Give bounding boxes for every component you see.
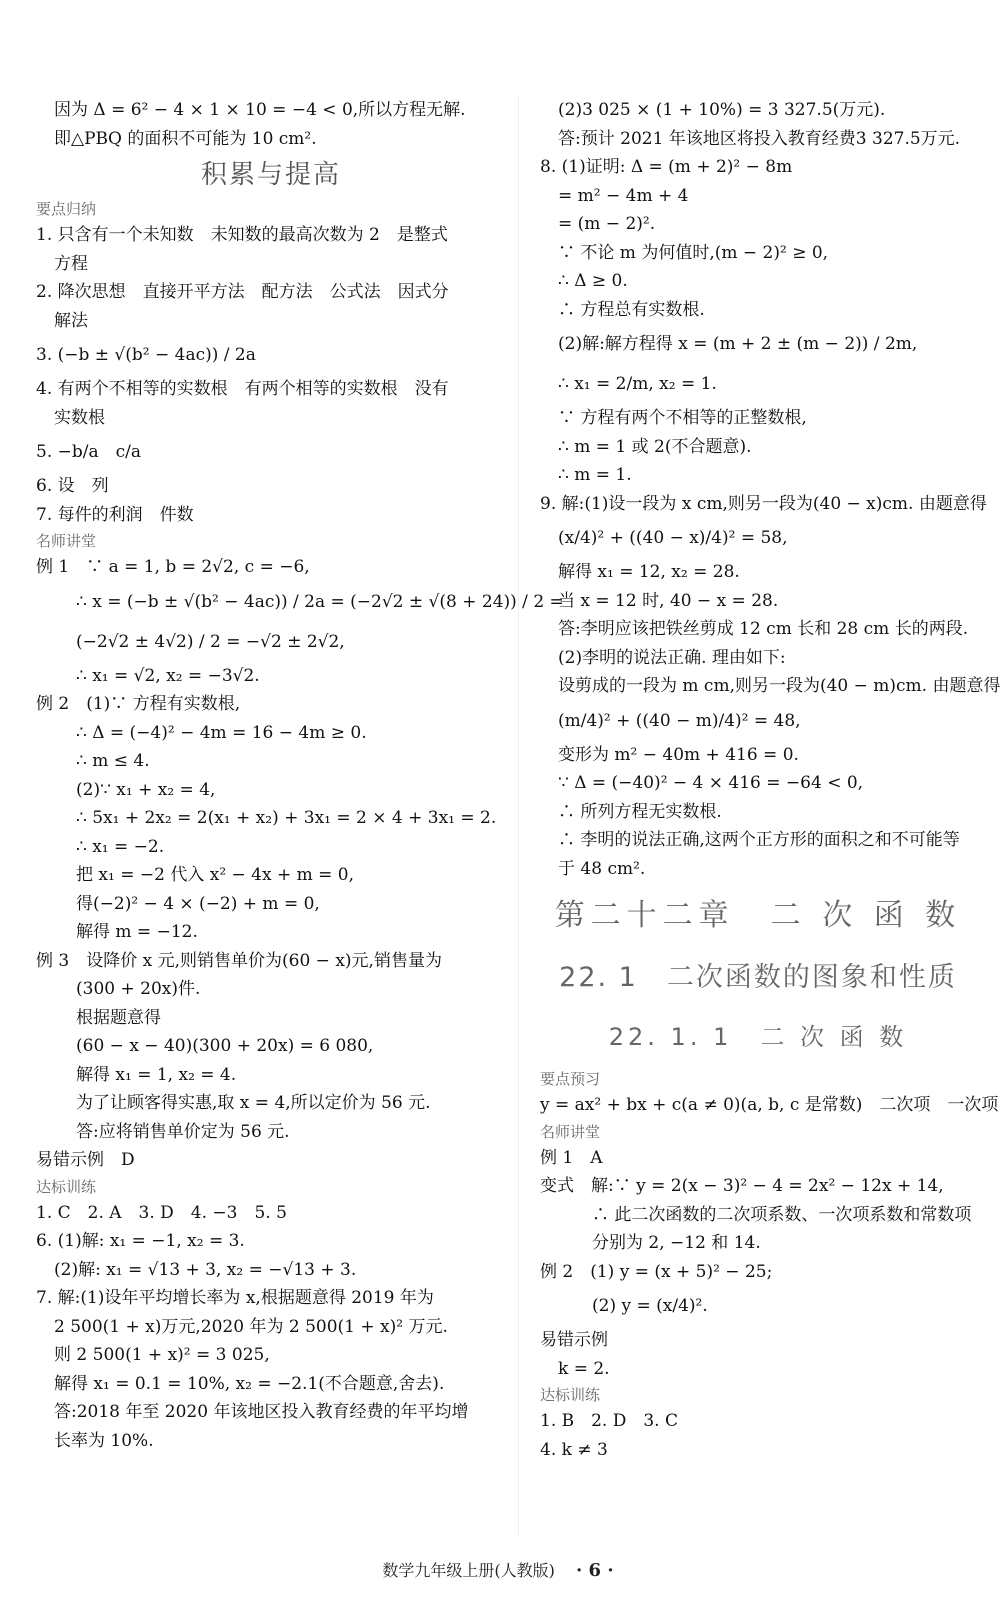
text-line: 解得 x₁ = 1, x₂ = 4. — [76, 1064, 237, 1085]
text-line: ∴ Δ = (−4)² − 4m = 16 − 4m ≥ 0. — [76, 722, 367, 743]
text-line: (60 − x − 40)(300 + 20x) = 6 080, — [76, 1036, 374, 1056]
section-label: 名师讲堂 — [36, 532, 97, 550]
text-line: 解得 m = −12. — [76, 922, 198, 942]
text-line: 变式 解:∵ y = 2(x − 3)² − 4 = 2x² − 12x + 14, — [540, 1176, 944, 1196]
text-line: ∴ x₁ = √2, x₂ = −3√2. — [76, 665, 260, 686]
text-line: 解得 x₁ = 0.1 = 10%, x₂ = −2.1(不合题意,舍去). — [54, 1373, 445, 1394]
subsection-title: 22. 1. 1 二 次 函 数 — [608, 1023, 908, 1051]
column-divider — [518, 96, 519, 1536]
section-label: 达标训练 — [36, 1177, 97, 1196]
text-line: ∴ m = 1 或 2(不合题意). — [558, 436, 752, 457]
text-line: ∴ 此二次函数的二次项系数、一次项系数和常数项 — [592, 1204, 972, 1225]
text-line: k = 2. — [558, 1358, 610, 1379]
text-line: 1. C 2. A 3. D 4. −3 5. 5 — [36, 1202, 287, 1223]
text-line: 长率为 10%. — [54, 1430, 154, 1451]
text-line: (m/4)² + ((40 − m)/4)² = 48, — [558, 710, 801, 731]
text-line: = (m − 2)². — [558, 214, 656, 234]
text-line: ∵ 不论 m 为何值时,(m − 2)² ≥ 0, — [558, 242, 829, 263]
text-line: 根据题意得 — [76, 1007, 161, 1028]
text-line: 把 x₁ = −2 代入 x² − 4x + m = 0, — [76, 865, 355, 885]
text-line: 分别为 2, −12 和 14. — [592, 1233, 761, 1253]
text-line: 得(−2)² − 4 × (−2) + m = 0, — [76, 893, 320, 914]
text-line: 因为 Δ = 6² − 4 × 1 × 10 = −4 < 0,所以方程无解. — [54, 100, 466, 120]
text-line: ∴ 5x₁ + 2x₂ = 2(x₁ + x₂) + 3x₁ = 2 × 4 + 3x₁ = 2. — [76, 808, 497, 828]
text-line: 于 48 cm². — [558, 858, 646, 879]
text-line: 答:预计 2021 年该地区将投入教育经费3 327.5万元. — [558, 128, 961, 149]
text-line: ∴ m = 1. — [558, 465, 632, 485]
left-column — [36, 96, 564, 1455]
text-line: ∴ 所列方程无实数根. — [558, 801, 722, 822]
text-line: 2 500(1 + x)万元,2020 年为 2 500(1 + x)² 万元. — [54, 1316, 448, 1337]
text-line: 例 3 设降价 x 元,则销售单价为(60 − x)元,销售量为 — [36, 950, 442, 971]
text-line: ∵ 方程有两个不相等的正整数根, — [558, 408, 807, 428]
text-line: (x/4)² + ((40 − x)/4)² = 58, — [558, 528, 788, 548]
text-line: = m² − 4m + 4 — [558, 185, 689, 206]
text-line: ∵ Δ = (−40)² − 4 × 416 = −64 < 0, — [558, 773, 864, 793]
page-footer — [0, 1558, 996, 1581]
section-title: 22. 1 二次函数的图象和性质 — [559, 962, 957, 993]
text-line: ∴ x = (−b ± √(b² − 4ac)) / 2a = (−2√2 ± √(8 + 24)) / 2 = — [76, 591, 564, 612]
text-line: 例 1 ∵ a = 1, b = 2√2, c = −6, — [36, 557, 310, 577]
text-line: 9. 解:(1)设一段为 x cm,则另一段为(40 − x)cm. 由题意得 — [540, 493, 987, 514]
text-line: 当 x = 12 时, 40 − x = 28. — [558, 590, 779, 611]
text-line: 7. 每件的利润 件数 — [36, 504, 194, 525]
text-line: (2) y = (x/4)². — [592, 1296, 708, 1316]
text-line: 答:应将销售单价定为 56 元. — [76, 1121, 290, 1142]
text-line: 1. B 2. D 3. C — [540, 1411, 679, 1431]
text-line: 4. k ≠ 3 — [540, 1439, 608, 1460]
text-line: 5. −b/a c/a — [36, 442, 141, 462]
text-line: 例 2 (1) y = (x + 5)² − 25; — [540, 1261, 773, 1282]
text-line: 方程 — [54, 253, 88, 274]
text-line: (2)∵ x₁ + x₂ = 4, — [76, 779, 216, 800]
section-label: 达标训练 — [540, 1386, 601, 1404]
text-line: 4. 有两个不相等的实数根 有两个相等的实数根 没有 — [36, 379, 449, 399]
chapter-title: 第二十二章 二 次 函 数 — [554, 898, 962, 933]
section-label: 要点预习 — [540, 1070, 601, 1088]
text-line: 变形为 m² − 40m + 416 = 0. — [558, 744, 799, 765]
text-line: 易错示例 D — [36, 1150, 135, 1170]
section-label: 要点归纳 — [36, 200, 97, 218]
text-line: (300 + 20x)件. — [76, 979, 201, 999]
page-number: · 6 · — [576, 1560, 614, 1581]
text-line: (2)3 025 × (1 + 10%) = 3 327.5(万元). — [558, 100, 886, 120]
text-line: 3. (−b ± √(b² − 4ac)) / 2a — [36, 345, 256, 365]
text-line: 例 2 (1)∵ 方程有实数根, — [36, 694, 241, 714]
text-line: ∴ x₁ = −2. — [76, 836, 165, 857]
text-line: 实数根 — [54, 407, 105, 428]
text-line: ∴ 方程总有实数根. — [558, 299, 705, 320]
text-line: 6. (1)解: x₁ = −1, x₂ = 3. — [36, 1231, 245, 1251]
text-line: 易错示例 — [540, 1330, 608, 1350]
text-line: ∴ Δ ≥ 0. — [558, 271, 628, 291]
text-line: (2)解: x₁ = √13 + 3, x₂ = −√13 + 3. — [54, 1259, 357, 1280]
text-line: ∴ x₁ = 2/m, x₂ = 1. — [558, 374, 717, 394]
text-line: 2. 降次思想 直接开平方法 配方法 公式法 因式分 — [36, 282, 449, 302]
text-line: 解得 x₁ = 12, x₂ = 28. — [558, 562, 740, 582]
text-line: (−2√2 ± 4√2) / 2 = −√2 ± 2√2, — [76, 631, 345, 652]
text-line: (2)李明的说法正确. 理由如下: — [558, 647, 786, 668]
text-line: y = ax² + bx + c(a ≠ 0)(a, b, c 是常数) 二次项 一次项 — [540, 1095, 999, 1115]
text-line: 设剪成的一段为 m cm,则另一段为(40 − m)cm. 由题意得 — [558, 676, 1001, 696]
section-label: 名师讲堂 — [540, 1122, 601, 1141]
text-line: 6. 设 列 — [36, 476, 109, 496]
text-line: 例 1 A — [540, 1147, 603, 1168]
text-line: 7. 解:(1)设年平均增长率为 x,根据题意得 2019 年为 — [36, 1288, 434, 1308]
text-line: 则 2 500(1 + x)² = 3 025, — [54, 1345, 270, 1365]
text-line: 1. 只含有一个未知数 未知数的最高次数为 2 是整式 — [36, 225, 448, 245]
right-column — [540, 96, 1001, 1464]
footer-book-title: 数学九年级上册(人教版) — [382, 1561, 555, 1580]
section-heading: 积累与提高 — [200, 160, 341, 190]
text-line: 答:李明应该把铁丝剪成 12 cm 长和 28 cm 长的两段. — [558, 619, 969, 639]
text-line: (2)解:解方程得 x = (m + 2 ± (m − 2)) / 2m, — [558, 334, 918, 354]
text-line: 解法 — [54, 310, 88, 331]
text-line: 8. (1)证明: Δ = (m + 2)² − 8m — [540, 157, 793, 177]
text-line: 即△PBQ 的面积不可能为 10 cm². — [54, 128, 317, 149]
text-line: 为了让顾客得实惠,取 x = 4,所以定价为 56 元. — [76, 1093, 431, 1113]
text-line: 答:2018 年至 2020 年该地区投入教育经费的年平均增 — [54, 1402, 469, 1422]
text-line: ∴ 李明的说法正确,这两个正方形的面积之和不可能等 — [558, 830, 960, 850]
text-line: ∴ m ≤ 4. — [76, 751, 150, 771]
